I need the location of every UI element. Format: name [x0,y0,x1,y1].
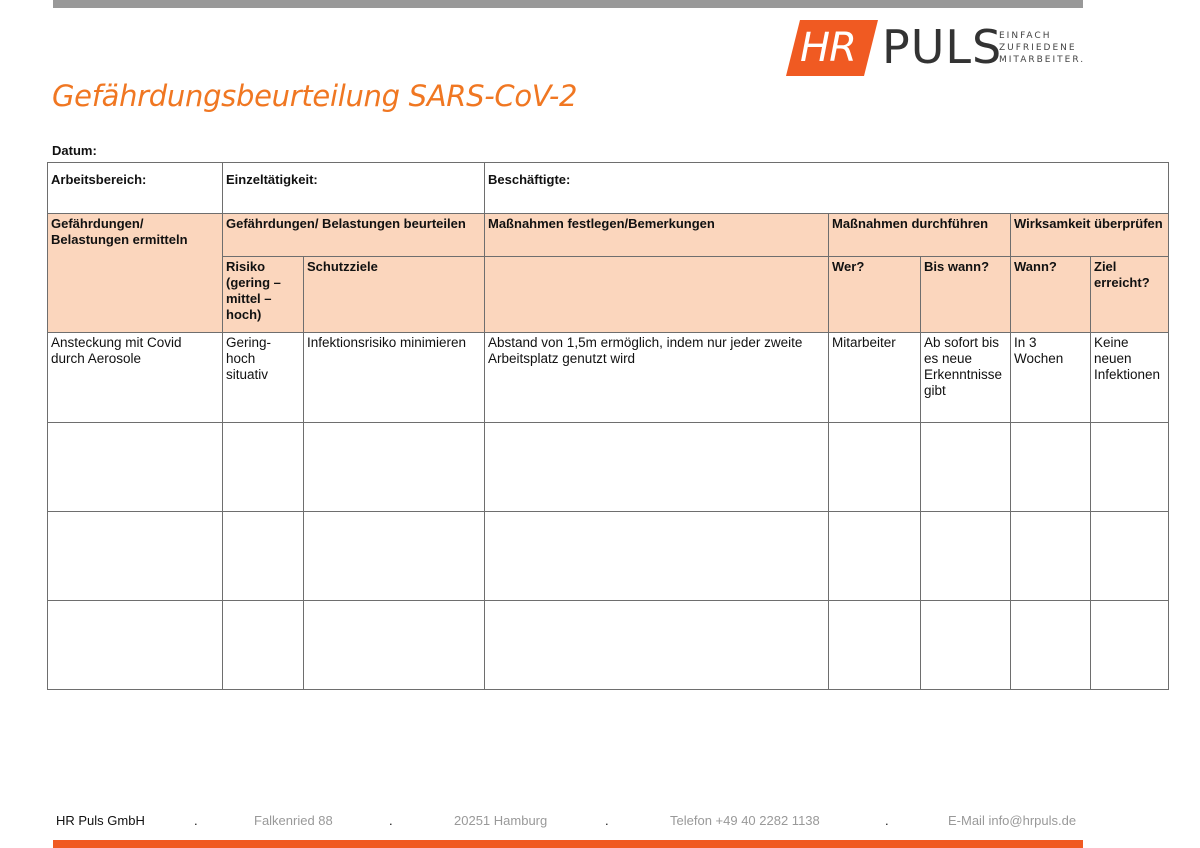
empty-cell[interactable] [1011,423,1091,512]
empty-cell[interactable] [829,512,921,601]
empty-cell[interactable] [921,512,1011,601]
empty-cell[interactable] [223,601,304,690]
page-title: Gefährdungsbeurteilung SARS-CoV-2 [52,79,578,113]
empty-cell[interactable] [1091,601,1169,690]
hr-puls-logo [786,20,1086,76]
empty-cell[interactable] [1091,423,1169,512]
footer-separator: . [389,813,393,828]
header-massnahmen-durchfuehren: Maßnahmen durchführen [829,214,1011,257]
subheader-empty [485,257,829,333]
empty-cell[interactable] [485,512,829,601]
empty-cell[interactable] [1011,512,1091,601]
beschaeftigte-cell[interactable]: Beschäftigte: [485,163,1169,214]
cell-gefaehrdung[interactable]: Ansteckung mit Covid durch Aerosole [48,333,223,423]
subheader-schutzziele: Schutzziele [304,257,485,333]
cell-wann[interactable]: In 3 Wochen [1011,333,1091,423]
subheader-ziel-erreicht: Ziel erreicht? [1091,257,1169,333]
logo-hr-badge [786,20,878,76]
empty-cell[interactable] [485,601,829,690]
footer-street: Falkenried 88 [254,813,333,828]
cell-wer[interactable]: Mitarbeiter [829,333,921,423]
top-gray-bar [53,0,1083,8]
empty-cell[interactable] [48,423,223,512]
footer-phone: Telefon +49 40 2282 1138 [670,813,820,828]
empty-cell[interactable] [223,423,304,512]
cell-risiko[interactable]: Gering-hoch situativ [223,333,304,423]
cell-schutzziel[interactable]: Infektionsrisiko minimieren [304,333,485,423]
cell-ziel[interactable]: Keine neuen Infektionen [1091,333,1169,423]
empty-cell[interactable] [223,512,304,601]
table-header-row [48,214,1169,257]
table-row-empty [48,423,1169,512]
table-row-empty [48,512,1169,601]
footer-separator: . [605,813,609,828]
empty-cell[interactable] [304,601,485,690]
empty-cell[interactable] [829,601,921,690]
header-gefaehrdungen-ermitteln: Gefährdungen/ Belastungen ermitteln [48,214,223,333]
logo-tagline-line: ZUFRIEDENE [999,43,1077,53]
logo-tagline-line: MITARBEITER. [999,55,1086,65]
logo-tagline-line: EINFACH [999,31,1052,41]
empty-cell[interactable] [1011,601,1091,690]
table-row-empty [48,601,1169,690]
page-footer [0,813,1200,833]
subheader-wann: Wann? [1011,257,1091,333]
empty-cell[interactable] [829,423,921,512]
footer-company: HR Puls GmbH [56,813,145,828]
arbeitsbereich-cell[interactable]: Arbeitsbereich: [48,163,223,214]
subheader-wer: Wer? [829,257,921,333]
cell-massnahme[interactable]: Abstand von 1,5m ermöglich, indem nur jeder zweite Arbeitsplatz genutzt wird [485,333,829,423]
einzeltaetigkeit-cell[interactable]: Einzeltätigkeit: [223,163,485,214]
empty-cell[interactable] [485,423,829,512]
header-gefaehrdungen-beurteilen: Gefährdungen/ Belastungen beurteilen [223,214,485,257]
empty-cell[interactable] [921,423,1011,512]
table-row-meta [48,163,1169,214]
cell-bis-wann[interactable]: Ab sofort bis es neue Erkenntnisse gibt [921,333,1011,423]
empty-cell[interactable] [1091,512,1169,601]
footer-email[interactable]: E-Mail info@hrpuls.de [948,813,1077,828]
bottom-orange-bar [53,840,1083,848]
empty-cell[interactable] [921,601,1011,690]
logo-tagline [999,30,1085,66]
logo-puls-text: PULS [882,20,1003,74]
datum-label: Datum: [52,143,97,158]
empty-cell[interactable] [48,512,223,601]
empty-cell[interactable] [48,601,223,690]
subheader-risiko: Risiko (gering – mittel – hoch) [223,257,304,333]
table-row [48,333,1169,423]
header-wirksamkeit: Wirksamkeit überprüfen [1011,214,1169,257]
empty-cell[interactable] [304,423,485,512]
subheader-bis-wann: Bis wann? [921,257,1011,333]
logo-hr-text: HR [800,25,856,71]
footer-separator: . [885,813,889,828]
footer-city: 20251 Hamburg [454,813,548,828]
assessment-table [47,162,1169,690]
footer-separator: . [194,813,198,828]
header-massnahmen-festlegen: Maßnahmen festlegen/Bemerkungen [485,214,829,257]
empty-cell[interactable] [304,512,485,601]
